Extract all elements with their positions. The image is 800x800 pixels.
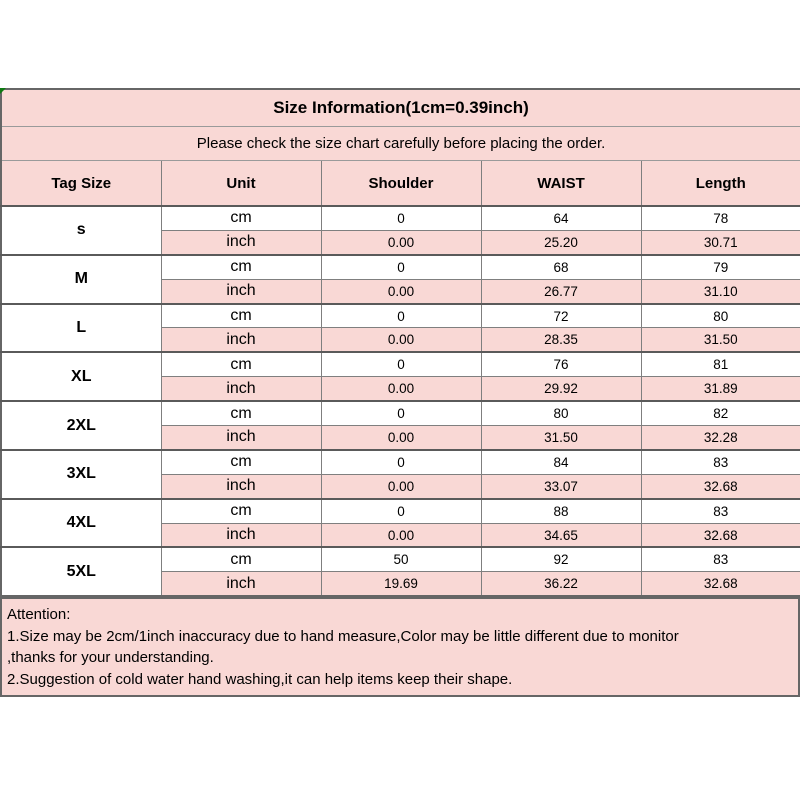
cm-value-cell: 50 bbox=[321, 547, 481, 571]
unit-cm-cell: cm bbox=[161, 206, 321, 230]
size-row-cm bbox=[1, 499, 800, 523]
subtitle-row bbox=[1, 127, 800, 161]
tag-size-cell: M bbox=[1, 255, 161, 304]
unit-inch-cell: inch bbox=[161, 279, 321, 303]
size-row-cm bbox=[1, 450, 800, 474]
cm-value-cell: 68 bbox=[481, 255, 641, 279]
table-title: Size Information(1cm=0.39inch) bbox=[1, 89, 800, 127]
attention-heading: Attention: bbox=[7, 606, 71, 624]
inch-value-cell: 32.28 bbox=[641, 426, 800, 450]
title-row bbox=[1, 89, 800, 127]
inch-value-cell: 32.68 bbox=[641, 572, 800, 596]
inch-value-cell: 0.00 bbox=[321, 474, 481, 498]
cm-value-cell: 0 bbox=[321, 352, 481, 376]
cm-value-cell: 80 bbox=[481, 401, 641, 425]
attention-line-1: 1.Size may be 2cm/1inch inaccuracy due to hand measure,Color may be little different due to monitor bbox=[7, 627, 679, 645]
size-row-cm bbox=[1, 547, 800, 571]
unit-cm-cell: cm bbox=[161, 450, 321, 474]
col-header-waist: WAIST bbox=[481, 161, 641, 207]
size-row-cm bbox=[1, 352, 800, 376]
tag-size-cell: L bbox=[1, 304, 161, 353]
tag-size-cell: 4XL bbox=[1, 499, 161, 548]
col-header-shoulder: Shoulder bbox=[321, 161, 481, 207]
unit-inch-cell: inch bbox=[161, 328, 321, 352]
cm-value-cell: 76 bbox=[481, 352, 641, 376]
inch-value-cell: 31.50 bbox=[641, 328, 800, 352]
cm-value-cell: 81 bbox=[641, 352, 800, 376]
tag-size-cell: XL bbox=[1, 352, 161, 401]
inch-value-cell: 25.20 bbox=[481, 230, 641, 254]
unit-inch-cell: inch bbox=[161, 523, 321, 547]
unit-cm-cell: cm bbox=[161, 401, 321, 425]
cm-value-cell: 83 bbox=[641, 450, 800, 474]
cm-value-cell: 83 bbox=[641, 499, 800, 523]
tag-size-cell: 2XL bbox=[1, 401, 161, 450]
unit-cm-cell: cm bbox=[161, 255, 321, 279]
cm-value-cell: 80 bbox=[641, 304, 800, 328]
inch-value-cell: 32.68 bbox=[641, 523, 800, 547]
cm-value-cell: 0 bbox=[321, 401, 481, 425]
unit-cm-cell: cm bbox=[161, 352, 321, 376]
column-header-row bbox=[1, 161, 800, 207]
tag-size-cell: 5XL bbox=[1, 547, 161, 596]
cm-value-cell: 0 bbox=[321, 304, 481, 328]
cm-value-cell: 0 bbox=[321, 499, 481, 523]
cm-value-cell: 84 bbox=[481, 450, 641, 474]
inch-value-cell: 0.00 bbox=[321, 279, 481, 303]
size-row-cm bbox=[1, 401, 800, 425]
size-row-cm bbox=[1, 206, 800, 230]
attention-box bbox=[0, 597, 800, 697]
unit-inch-cell: inch bbox=[161, 426, 321, 450]
col-header-length: Length bbox=[641, 161, 800, 207]
unit-inch-cell: inch bbox=[161, 572, 321, 596]
cm-value-cell: 64 bbox=[481, 206, 641, 230]
inch-value-cell: 32.68 bbox=[641, 474, 800, 498]
unit-cm-cell: cm bbox=[161, 499, 321, 523]
size-table bbox=[0, 88, 800, 697]
size-table-grid bbox=[0, 88, 800, 597]
inch-value-cell: 34.65 bbox=[481, 523, 641, 547]
inch-value-cell: 36.22 bbox=[481, 572, 641, 596]
unit-inch-cell: inch bbox=[161, 230, 321, 254]
size-row-cm bbox=[1, 304, 800, 328]
tag-size-cell: 3XL bbox=[1, 450, 161, 499]
inch-value-cell: 28.35 bbox=[481, 328, 641, 352]
unit-cm-cell: cm bbox=[161, 547, 321, 571]
unit-inch-cell: inch bbox=[161, 474, 321, 498]
inch-value-cell: 0.00 bbox=[321, 230, 481, 254]
cm-value-cell: 72 bbox=[481, 304, 641, 328]
inch-value-cell: 0.00 bbox=[321, 328, 481, 352]
col-header-unit: Unit bbox=[161, 161, 321, 207]
inch-value-cell: 31.50 bbox=[481, 426, 641, 450]
inch-value-cell: 33.07 bbox=[481, 474, 641, 498]
inch-value-cell: 26.77 bbox=[481, 279, 641, 303]
cm-value-cell: 0 bbox=[321, 450, 481, 474]
inch-value-cell: 0.00 bbox=[321, 377, 481, 401]
cm-value-cell: 79 bbox=[641, 255, 800, 279]
inch-value-cell: 29.92 bbox=[481, 377, 641, 401]
cm-value-cell: 82 bbox=[641, 401, 800, 425]
inch-value-cell: 19.69 bbox=[321, 572, 481, 596]
green-corner-mark-icon bbox=[0, 88, 6, 94]
attention-line-1b: ,thanks for your understanding. bbox=[7, 649, 214, 667]
cm-value-cell: 92 bbox=[481, 547, 641, 571]
cm-value-cell: 0 bbox=[321, 206, 481, 230]
unit-inch-cell: inch bbox=[161, 377, 321, 401]
inch-value-cell: 31.10 bbox=[641, 279, 800, 303]
attention-line-2: 2.Suggestion of cold water hand washing,it can help items keep their shape. bbox=[7, 670, 513, 688]
inch-value-cell: 30.71 bbox=[641, 230, 800, 254]
size-row-cm bbox=[1, 255, 800, 279]
tag-size-cell: s bbox=[1, 206, 161, 255]
cm-value-cell: 83 bbox=[641, 547, 800, 571]
inch-value-cell: 31.89 bbox=[641, 377, 800, 401]
col-header-tag-size: Tag Size bbox=[1, 161, 161, 207]
table-subtitle: Please check the size chart carefully before placing the order. bbox=[1, 127, 800, 161]
inch-value-cell: 0.00 bbox=[321, 523, 481, 547]
size-table-body bbox=[1, 206, 800, 596]
cm-value-cell: 88 bbox=[481, 499, 641, 523]
cm-value-cell: 78 bbox=[641, 206, 800, 230]
unit-cm-cell: cm bbox=[161, 304, 321, 328]
cm-value-cell: 0 bbox=[321, 255, 481, 279]
inch-value-cell: 0.00 bbox=[321, 426, 481, 450]
